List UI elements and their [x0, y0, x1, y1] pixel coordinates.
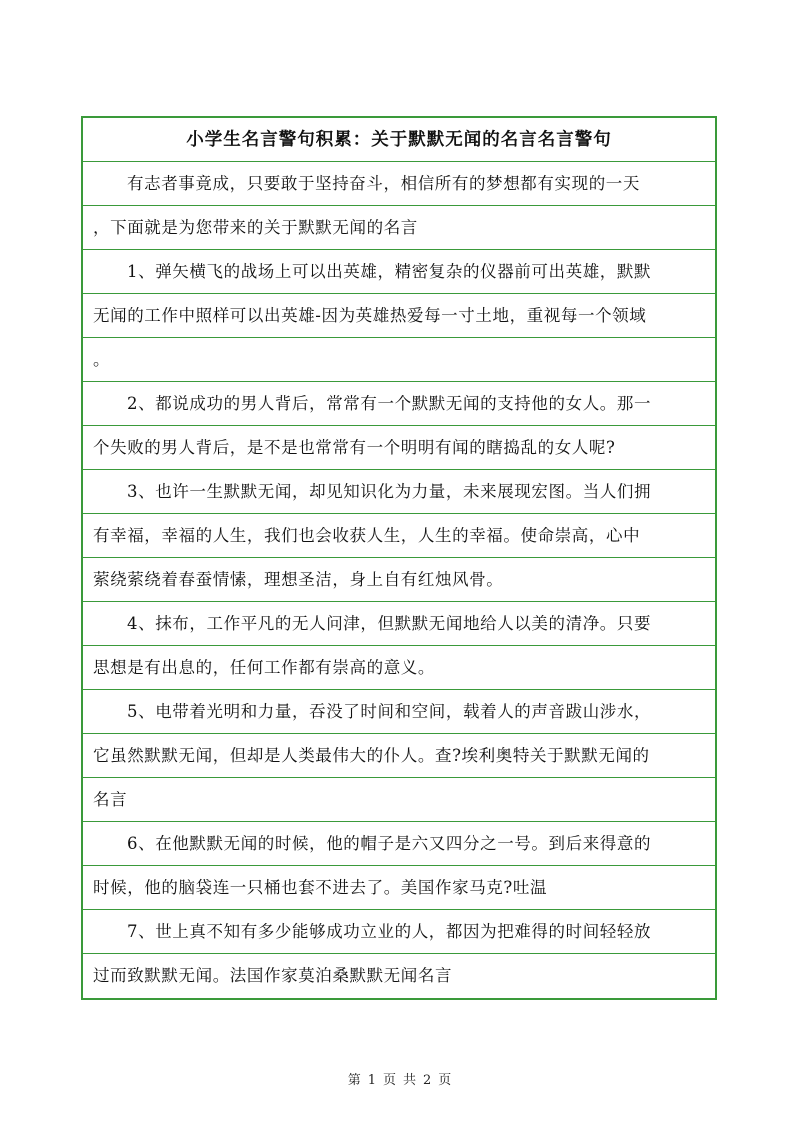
text-line: 时候，他的脑袋连一只桶也套不进去了。美国作家马克?吐温 [83, 866, 715, 910]
current-page-number: 1 [367, 1073, 377, 1088]
text-line: 5、电带着光明和力量，吞没了时间和空间，载着人的声音跋山涉水， [83, 690, 715, 734]
text-line: 过而致默默无闻。法国作家莫泊桑默默无闻名言 [93, 966, 453, 985]
text-line: 个失败的男人背后，是不是也常常有一个明明有闻的瞎捣乱的女人呢? [83, 426, 715, 470]
text-line: 2、都说成功的男人背后，常常有一个默默无闻的支持他的女人。那一 [83, 382, 715, 426]
text-line: 思想是有出息的，任何工作都有崇高的意义。 [83, 646, 715, 690]
text-line: 3、也许一生默默无闻，却见知识化为力量，未来展现宏图。当人们拥 [83, 470, 715, 514]
text-line: 无闻的工作中照样可以出英雄-因为英雄热爱每一寸土地，重视每一个领域 [83, 294, 715, 338]
text-line: 6、在他默默无闻的时候，他的帽子是六又四分之一号。到后来得意的 [83, 822, 715, 866]
text-line: 名言 [83, 778, 715, 822]
text-line: 有幸福，幸福的人生，我们也会收获人生，人生的幸福。使命崇高，心中 [83, 514, 715, 558]
text-line: 。 [83, 338, 715, 382]
text-line: 1、弹矢横飞的战场上可以出英雄，精密复杂的仪器前可出英雄，默默 [83, 250, 715, 294]
text-line: 有志者事竟成，只要敢于坚持奋斗，相信所有的梦想都有实现的一天 [83, 162, 715, 206]
footer-page-label: 页 [382, 1073, 397, 1088]
document-table [81, 116, 717, 1000]
text-line: 4、抹布，工作平凡的无人问津，但默默无闻地给人以美的清净。只要 [83, 602, 715, 646]
footer-total-prefix: 共 [403, 1073, 418, 1088]
footer-prefix: 第 [347, 1073, 362, 1088]
text-line: ，下面就是为您带来的关于默默无闻的名言 [83, 206, 715, 250]
document-title: 小学生名言警句积累：关于默默无闻的名言名言警句 [83, 118, 715, 162]
page-footer [0, 1069, 800, 1088]
text-line: 萦绕萦绕着春蚕情愫，理想圣洁，身上自有红烛风骨。 [83, 558, 715, 602]
text-line: 它虽然默默无闻，但却是人类最伟大的仆人。查?埃利奥特关于默默无闻的 [83, 734, 715, 778]
total-pages-number: 2 [423, 1073, 433, 1088]
footer-total-suffix: 页 [438, 1073, 453, 1088]
text-line: 7、世上真不知有多少能够成功立业的人，都因为把难得的时间轻轻放 [83, 910, 715, 954]
